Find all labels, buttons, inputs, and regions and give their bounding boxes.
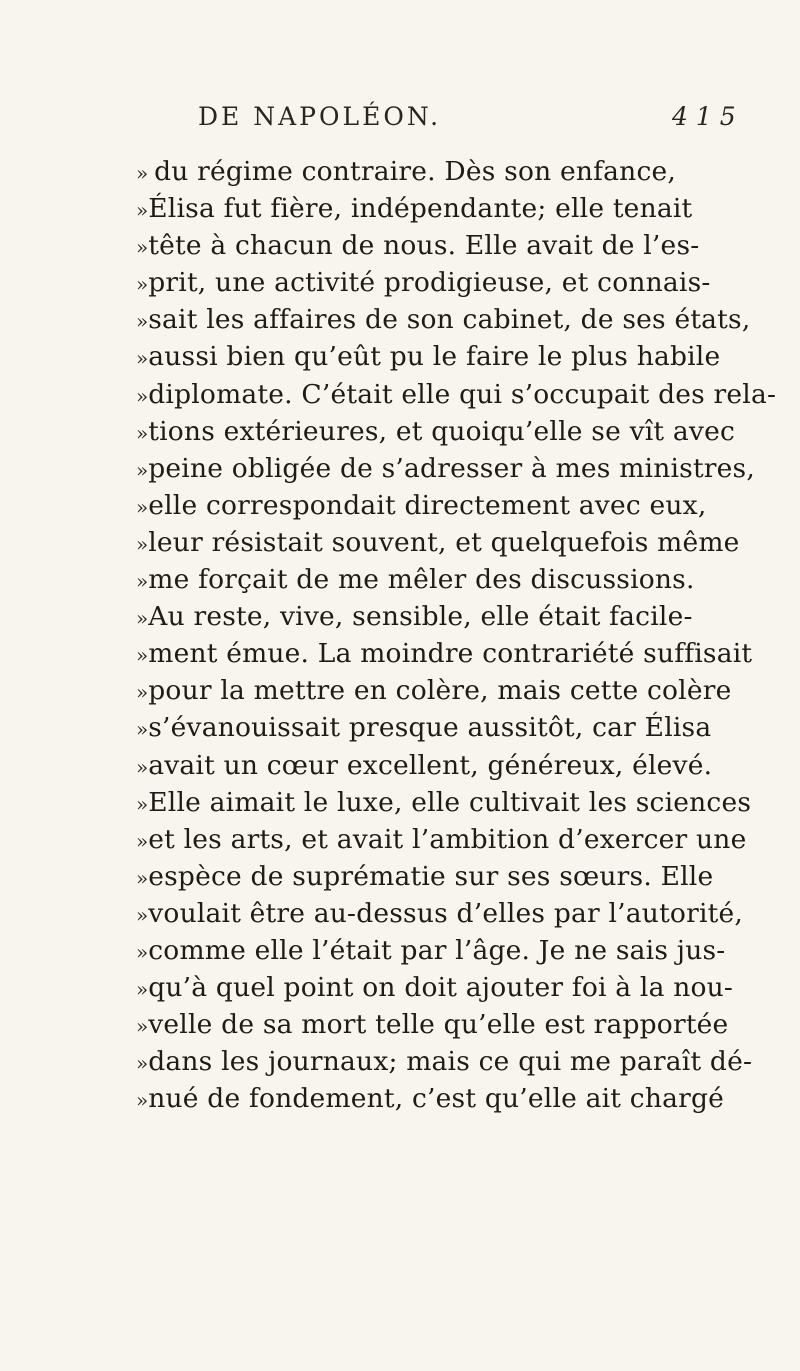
- text-line: [136, 1009, 729, 1046]
- line-text: nué de fondement, c’est qu’elle ait chargé: [148, 1083, 724, 1115]
- line-text: ment émue. La moindre contrariété suffisait: [148, 638, 753, 670]
- quote-mark: »: [136, 977, 149, 1002]
- text-line: [136, 860, 714, 898]
- quote-mark: »: [136, 346, 149, 371]
- line-text: voulait être au-dessus d’elles par l’autorité,: [148, 897, 743, 929]
- quote-mark: »: [136, 198, 149, 223]
- quote-mark: »: [136, 1014, 149, 1039]
- line-text: Au reste, vive, sensible, elle était facile-: [148, 601, 693, 633]
- quote-mark: »: [136, 828, 149, 853]
- text-line: [136, 786, 752, 824]
- text-line: [136, 452, 755, 490]
- line-text: me forçait de me mêler des discussions.: [148, 564, 695, 596]
- text-line: [136, 304, 751, 341]
- quote-mark: »: [136, 754, 149, 779]
- body-text: [136, 156, 777, 1120]
- quote-mark: »: [136, 1051, 149, 1076]
- line-text: avait un cœur excellent, généreux, élevé.: [148, 749, 713, 781]
- quote-mark: »: [136, 939, 149, 964]
- line-text: comme elle l’était par l’âge. Je ne sais jus-: [148, 934, 726, 966]
- text-line: [136, 341, 721, 378]
- page-header: [0, 102, 800, 142]
- line-text: aussi bien qu’eût pu le faire le plus habile: [148, 341, 721, 373]
- text-line: [136, 564, 695, 601]
- line-text: espèce de suprématie sur ses sœurs. Elle: [148, 860, 714, 892]
- quote-mark: »: [136, 383, 149, 408]
- text-line: [136, 1083, 724, 1120]
- quote-mark: »: [136, 902, 149, 927]
- text-line: [136, 193, 693, 230]
- text-line: [136, 638, 753, 675]
- line-text: diplomate. C’était elle qui s’occupait des rela-: [148, 378, 777, 410]
- text-line: [136, 972, 734, 1009]
- quote-mark: »: [136, 161, 149, 185]
- quote-mark: »: [136, 717, 149, 742]
- text-line: [136, 1046, 753, 1083]
- quote-mark: »: [136, 457, 149, 482]
- line-text: tête à chacun de nous. Elle avait de l’es-: [148, 230, 700, 262]
- quote-mark: »: [136, 494, 149, 519]
- line-text: tions extérieures, et quoiqu’elle se vît avec: [148, 415, 735, 447]
- quote-mark: »: [136, 865, 149, 890]
- line-text: elle correspondait directement avec eux,: [148, 489, 707, 521]
- text-line: [136, 378, 777, 416]
- line-text: et les arts, et avait l’ambition d’exercer une: [148, 823, 747, 855]
- quote-mark: »: [136, 531, 149, 556]
- text-line: [136, 415, 735, 453]
- line-text: du régime contraire. Dès son enfance,: [154, 156, 676, 187]
- line-text: sait les affaires de son cabinet, de ses états,: [148, 304, 751, 336]
- quote-mark: »: [136, 680, 149, 705]
- quote-mark: »: [136, 569, 149, 594]
- quote-mark: »: [136, 606, 149, 631]
- text-line: [136, 934, 726, 972]
- text-line: [136, 489, 707, 527]
- quote-mark: »: [136, 272, 149, 297]
- text-line: [136, 267, 711, 304]
- text-line: [136, 897, 743, 935]
- line-text: s’évanouissait presque aussitôt, car Élisa: [148, 712, 712, 744]
- line-text: leur résistait souvent, et quelquefois même: [148, 526, 740, 558]
- text-line: [136, 675, 732, 712]
- running-title: DE NAPOLÉON.: [198, 102, 442, 131]
- line-text: dans les journaux; mais ce qui me paraît dé-: [148, 1046, 753, 1078]
- text-line: [136, 156, 676, 193]
- text-line: [136, 712, 712, 749]
- text-line: [136, 601, 693, 638]
- text-line: [136, 526, 740, 564]
- quote-mark: »: [136, 1088, 149, 1113]
- quote-mark: »: [136, 643, 149, 668]
- quote-mark: »: [136, 309, 149, 334]
- quote-mark: »: [136, 420, 149, 445]
- line-text: peine obligée de s’adresser à mes ministres,: [148, 452, 755, 484]
- text-line: [136, 230, 700, 267]
- line-text: velle de sa mort telle qu’elle est rapportée: [148, 1009, 729, 1041]
- quote-mark: »: [136, 791, 149, 816]
- line-text: prit, une activité prodigieuse, et connais-: [148, 267, 711, 299]
- page-number: 4 1 5: [672, 102, 736, 131]
- line-text: Élisa fut fière, indépendante; elle tenait: [148, 193, 693, 225]
- line-text: pour la mettre en colère, mais cette colère: [148, 675, 732, 707]
- text-line: [136, 749, 713, 787]
- text-line: [136, 823, 747, 861]
- quote-mark: »: [136, 235, 149, 260]
- line-text: qu’à quel point on doit ajouter foi à la nou-: [148, 972, 734, 1004]
- line-text: Elle aimait le luxe, elle cultivait les sciences: [148, 786, 752, 818]
